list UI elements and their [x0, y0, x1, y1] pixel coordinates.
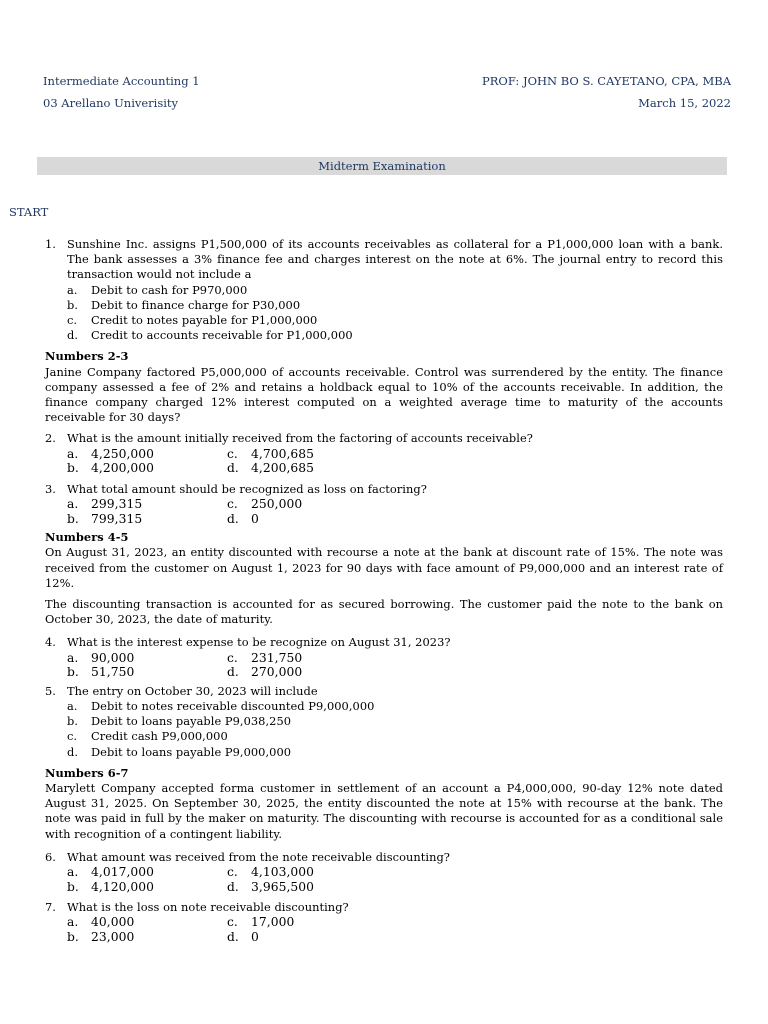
option-value: 231,750	[251, 650, 303, 665]
option-text: Debit to loans payable P9,000,000	[91, 744, 292, 759]
answer-grid	[67, 865, 723, 894]
question-text: The entry on October 30, 2023 will include	[67, 683, 318, 698]
answer-grid	[67, 497, 723, 526]
option-letter: b.	[67, 930, 79, 945]
option-letter: c.	[227, 650, 238, 665]
option-letter: b.	[67, 297, 79, 312]
option	[67, 745, 723, 760]
option-value: 250,000	[251, 497, 303, 512]
option-value: 40,000	[91, 915, 135, 930]
option-letter: c.	[67, 729, 78, 744]
question-text: What is the loss on note receivable discounting?	[67, 900, 349, 915]
options-list	[67, 699, 723, 760]
question-text: What total amount should be recognized as loss on factoring?	[67, 481, 427, 496]
option-letter: c.	[227, 497, 238, 512]
option-letter: b.	[67, 665, 79, 680]
question-3	[45, 482, 723, 497]
option	[67, 729, 723, 744]
option-letter: c.	[227, 915, 238, 930]
option-text: Credit to accounts receivable for P1,000,000	[91, 328, 353, 343]
question-number: 6.	[45, 849, 56, 864]
section-text: The discounting transaction is accounted for as secured borrowing. The customer paid the note to the bank on October 30, 2023, the date of maturity.	[45, 597, 723, 627]
question-4	[45, 635, 723, 650]
option-letter: c.	[227, 865, 238, 880]
question-number: 7.	[45, 900, 56, 915]
question-number: 2.	[45, 431, 56, 446]
question-text: Sunshine Inc. assigns P1,500,000 of its accounts receivables as collateral for a P1,000,000 loan with a bank. The bank assesses a 3% finance fee and charges interest on the note at 6%. The journal entry to record this transaction would not include a	[67, 237, 723, 282]
option-letter: a.	[67, 282, 78, 297]
option-letter: d.	[67, 328, 79, 343]
option-letter: b.	[67, 511, 79, 526]
option-letter: b.	[67, 714, 79, 729]
start-label: START	[9, 205, 49, 219]
option-value: 0	[251, 930, 259, 945]
option-letter: a.	[67, 497, 79, 512]
option-letter: d.	[67, 744, 79, 759]
option-value: 17,000	[251, 915, 295, 930]
option-letter: d.	[227, 665, 239, 680]
option-letter: a.	[67, 650, 79, 665]
option	[67, 283, 723, 298]
answer-grid	[67, 915, 723, 944]
option-letter: a.	[67, 865, 79, 880]
option-value: 4,017,000	[91, 865, 155, 880]
option-value: 0	[251, 511, 259, 526]
option-value: 799,315	[91, 511, 143, 526]
option-letter: b.	[67, 879, 79, 894]
section-title: Numbers 4-5	[45, 530, 129, 545]
question-number: 4.	[45, 635, 56, 650]
option-text: Credit to notes payable for P1,000,000	[91, 313, 318, 328]
question-2	[45, 431, 723, 446]
section-title: Numbers 2-3	[45, 349, 129, 364]
course-name: Intermediate Accounting 1	[43, 74, 200, 88]
option-value: 4,120,000	[91, 879, 155, 894]
option-value: 270,000	[251, 665, 303, 680]
option-value: 299,315	[91, 497, 143, 512]
section-name: 03 Arellano Univerisity	[43, 96, 179, 110]
question-number: 3.	[45, 481, 56, 496]
option	[67, 699, 723, 714]
option-value: 51,750	[91, 665, 135, 680]
option-value: 90,000	[91, 650, 135, 665]
section-text: Marylett Company accepted forma customer in settlement of an account a P4,000,000, 90-day 12% note dated August 31, 2025. On September 30, 2025, the entity discounted the note at 15% with recourse at the bank. The note was paid in full by the maker on maturity. The discounting with recourse is accounted for as a conditional sale with recognition of a contingent liability.	[45, 781, 723, 841]
option-letter: c.	[227, 446, 238, 461]
exam-content	[45, 237, 723, 945]
option-letter: d.	[227, 930, 239, 945]
question-text: What is the amount initially received from the factoring of accounts receivable?	[67, 431, 533, 446]
question-6	[45, 850, 723, 865]
question-number: 1.	[45, 237, 56, 251]
option	[67, 298, 723, 313]
option-letter: c.	[67, 313, 78, 328]
option-letter: d.	[227, 511, 239, 526]
option-text: Debit to finance charge for P30,000	[91, 297, 301, 312]
option-text: Credit cash P9,000,000	[91, 729, 228, 744]
question-1	[45, 237, 723, 283]
option-value: 4,103,000	[251, 865, 315, 880]
exam-title: Midterm Examination	[37, 157, 727, 175]
option	[67, 313, 723, 328]
option-letter: d.	[227, 461, 239, 476]
question-7	[45, 900, 723, 915]
option	[67, 328, 723, 343]
section-title: Numbers 6-7	[45, 765, 129, 780]
option-letter: a.	[67, 446, 79, 461]
option-value: 4,250,000	[91, 446, 155, 461]
option-letter: a.	[67, 699, 78, 714]
question-5	[45, 684, 723, 699]
option-value: 4,200,000	[91, 461, 155, 476]
option-text: Debit to loans payable P9,038,250	[91, 714, 292, 729]
option-value: 4,700,685	[251, 446, 315, 461]
option	[67, 714, 723, 729]
question-text: What is the interest expense to be recognize on August 31, 2023?	[67, 635, 451, 650]
question-text: What amount was received from the note receivable discounting?	[67, 849, 450, 864]
professor-name: PROF: JOHN BO S. CAYETANO, CPA, MBA	[482, 74, 731, 88]
answer-grid	[67, 651, 723, 680]
question-number: 5.	[45, 683, 56, 698]
answer-grid	[67, 447, 723, 476]
exam-date: March 15, 2022	[638, 96, 731, 110]
section-text: Janine Company factored P5,000,000 of accounts receivable. Control was surrendered by the entity. The finance company assessed a fee of 2% and retains a holdback equal to 10% of the accounts receivable. In addition, the finance company charged 12% interest computed on a weighted average time to maturity of the accounts receivable for 30 days?	[45, 364, 723, 425]
option-letter: a.	[67, 915, 79, 930]
option-value: 23,000	[91, 930, 135, 945]
options-list	[67, 283, 723, 344]
option-letter: d.	[227, 879, 239, 894]
section-text: On August 31, 2023, an entity discounted with recourse a note at the bank at discount rate of 15%. The note was received from the customer on August 1, 2023 for 90 days with face amount of P9,000,000 and an interest rate of 12%.	[45, 545, 723, 590]
option-value: 4,200,685	[251, 461, 315, 476]
option-letter: b.	[67, 461, 79, 476]
option-value: 3,965,500	[251, 879, 315, 894]
option-text: Debit to cash for P970,000	[91, 282, 248, 297]
option-text: Debit to notes receivable discounted P9,000,000	[91, 699, 375, 714]
